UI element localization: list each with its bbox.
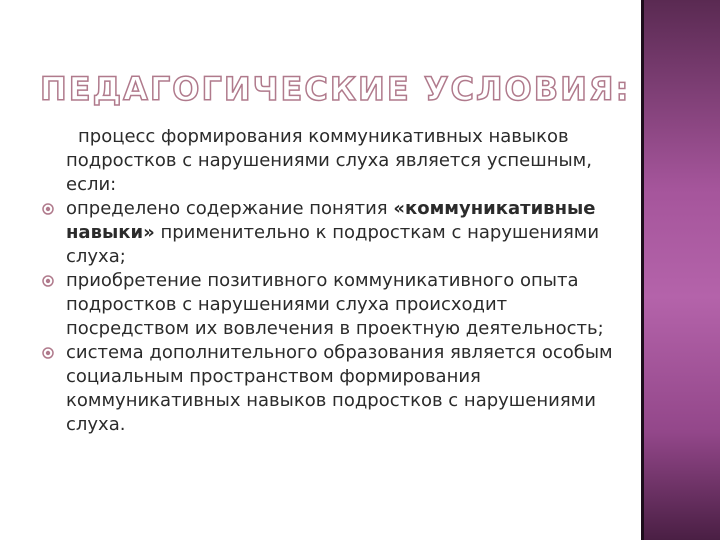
bullet-text-1-emphasis: «коммуникативные навыки»: [66, 198, 596, 243]
bullet-text-3: система дополнительного образования является особым социальным пространством формирования коммуникативных навыков подростков с нарушениями слуха.: [66, 342, 613, 435]
bullet-item-1: [40, 197, 630, 269]
bullet-item-3: [40, 341, 630, 437]
accent-side-band: [644, 0, 720, 540]
bullet-item-2: [40, 269, 630, 341]
intro-text: процесс формирования коммуникативных навыков подростков с нарушениями слуха является успешным, если:: [66, 126, 592, 195]
bullet-text-1-end: применительно к подросткам с нарушениями слуха;: [66, 222, 600, 267]
circled-dot-icon: [42, 203, 54, 215]
bullet-text-1-start: определено содержание понятия: [66, 198, 394, 219]
circled-dot-icon: [42, 347, 54, 359]
bullet-text-2: приобретение позитивного коммуникативного опыта подростков с нарушениями слуха происходит посредством их вовлечения в проектную деятельность;: [66, 270, 604, 339]
bullet-list: [40, 197, 630, 437]
circled-dot-icon: [42, 275, 54, 287]
slide-title: ПЕДАГОГИЧЕСКИЕ УСЛОВИЯ:: [40, 70, 631, 108]
slide-body: [40, 125, 630, 437]
